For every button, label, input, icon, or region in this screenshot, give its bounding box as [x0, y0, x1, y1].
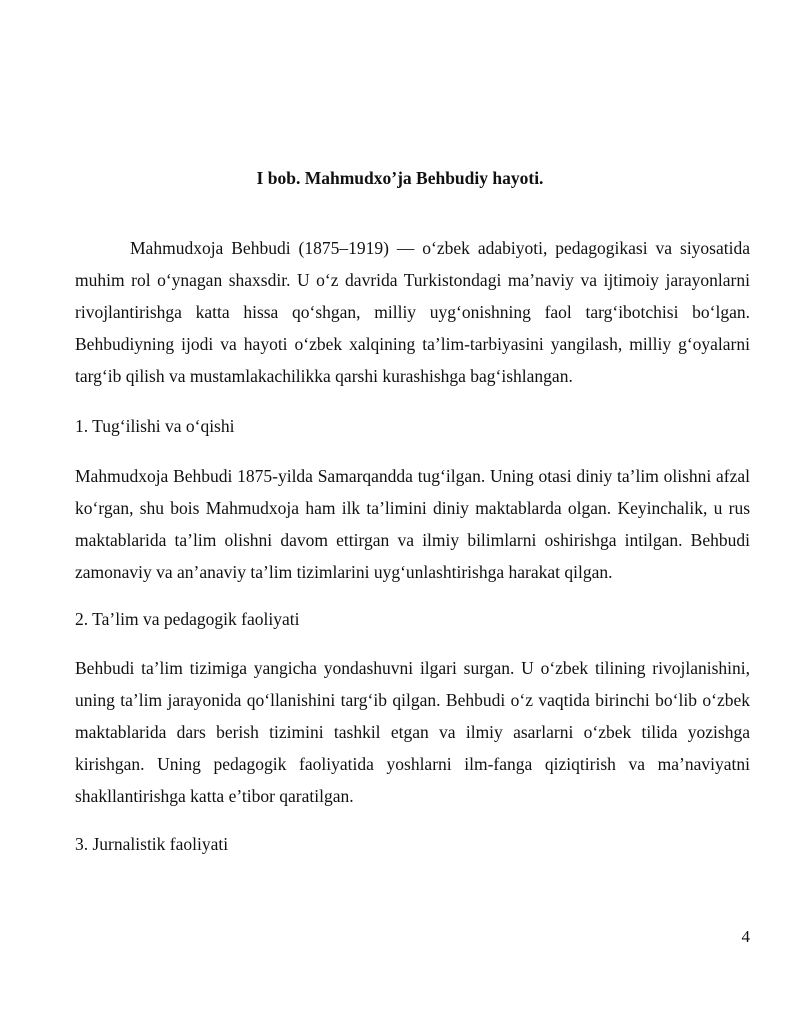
section-paragraph-1: Mahmudxoja Behbudi 1875-yilda Samarqandda tug‘ilgan. Uning otasi diniy ta’lim olishni afzal ko‘rgan, shu bois Mahmudxoja ham ilk ta’limini diniy maktablarda olgan. Keyinchalik, u rus maktablarida ta’lim olishni davom ettirgan va ilmiy bilimlarni oshirishga intilgan. Behbudi zamonaviy va an’anaviy ta’lim tizimlarini uyg‘unlashtirishga harakat qilgan. [75, 466, 750, 582]
section-paragraph-2: Behbudi ta’lim tizimiga yangicha yondashuvni ilgari surgan. U o‘zbek tilining rivojlanishini, uning ta’lim jarayonida qo‘llanishini targ‘ib qilgan. Behbudi o‘z vaqtida birinchi bo‘lib o‘zbek maktablarida dars berish tizimini tashkil etgan va ilmiy asarlarni o‘zbek tilida yozishga kirishgan. Uning pedagogik faoliyatida yoshlarni ilm-fanga qiziqtirish va ma’naviyatni shakllantirishga katta e’tibor qaratilgan. [75, 658, 750, 806]
page-number: 4 [741, 927, 750, 946]
section-heading-2: 2. Ta’lim va pedagogik faoliyati [75, 609, 300, 629]
section-heading-3: 3. Jurnalistik faoliyati [75, 834, 229, 854]
intro-paragraph: Mahmudxoja Behbudi (1875–1919) — o‘zbek adabiyoti, pedagogikasi va siyosatida muhim rol o‘ynagan shaxsdir. U o‘z davrida Turkistondagi ma’naviy va ijtimoiy jarayonlarni rivojlantirishga katta hissa qo‘shgan, milliy uyg‘onishning faol targ‘ibotchisi bo‘lgan. Behbudiyning ijodi va hayoti o‘zbek xalqining ta’lim-tarbiyasini yangilash, milliy g‘oyalarni targ‘ib qilish va mustamlakachilikka qarshi kurashishga bag‘ishlangan. [75, 238, 750, 386]
chapter-title: I bob. Mahmudxo’ja Behbudiy hayoti. [256, 168, 544, 188]
section-heading-1: 1. Tug‘ilishi va o‘qishi [75, 416, 235, 436]
